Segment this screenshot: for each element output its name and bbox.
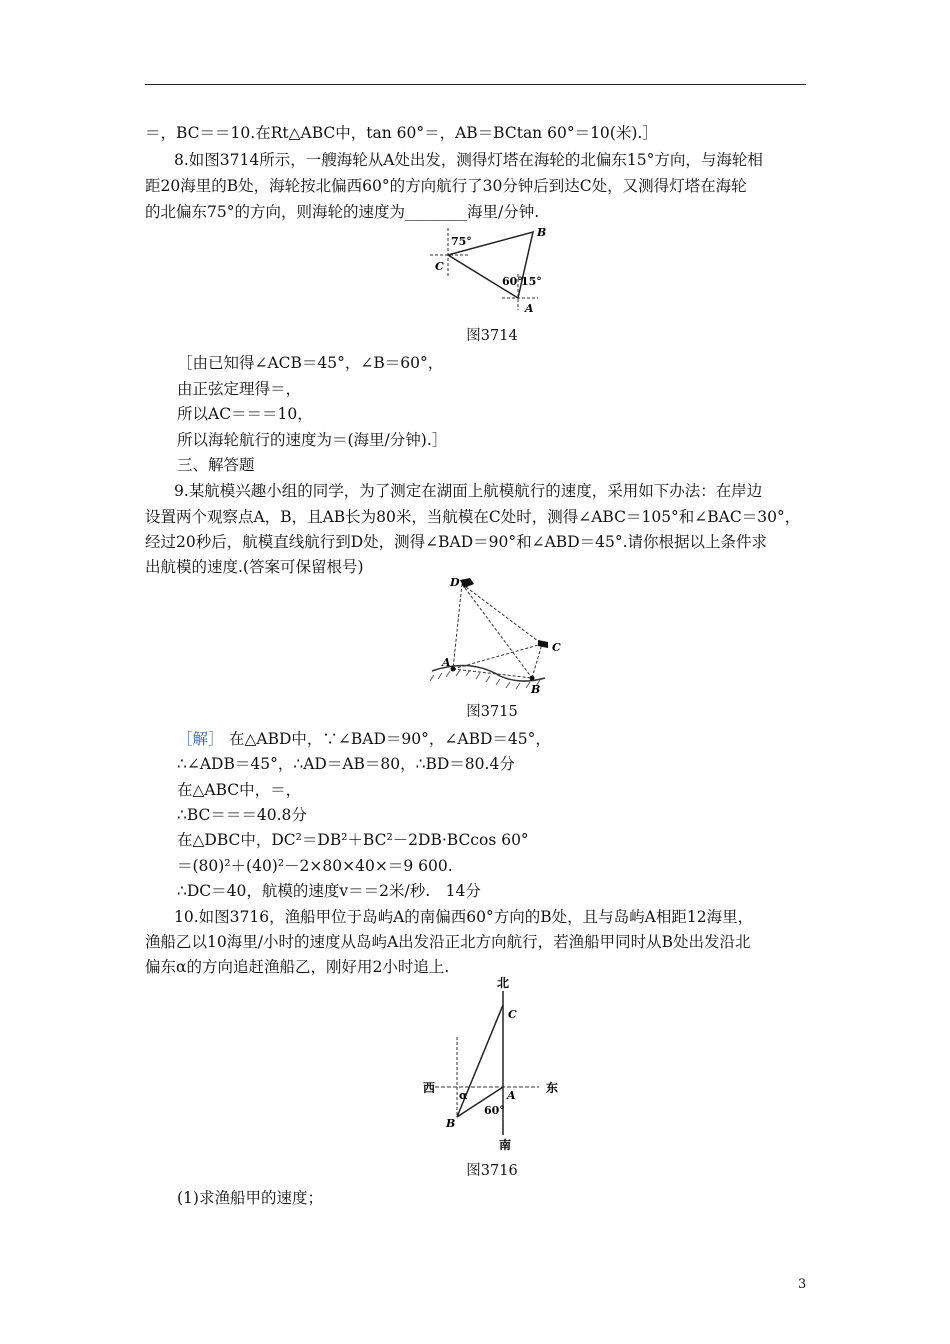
problem-9-line: 9.某航模兴趣小组的同学，为了测定在湖面上航模航行的速度，采用如下办法：在岸边 (174, 482, 763, 500)
text-line: 在△DBC中，DC²＝DB²＋BC²－2DB·BCcos 60° (177, 831, 529, 849)
figure-caption: 图3716 (466, 1163, 518, 1179)
page-number: 3 (798, 1277, 807, 1292)
figure-3716 (415, 975, 575, 1155)
text-line: ＝(80)²＋(40)²－2×80×40×＝9 600. (177, 857, 453, 875)
label-b: B (531, 683, 541, 696)
label-b: B (446, 1117, 456, 1130)
label-a: A (507, 1089, 516, 1102)
label-c: C (508, 1008, 517, 1021)
text-line: 所以AC＝＝＝10， (177, 405, 313, 423)
label-c: C (552, 641, 561, 654)
label-north: 北 (497, 976, 510, 990)
label-angle-60: 60° (484, 1104, 505, 1117)
text-line: 由正弦定理得＝， (177, 380, 302, 398)
section-heading: 三、解答题 (177, 456, 255, 474)
text-line: 经过20秒后，航模直线航行到D处，测得∠BAD＝90°和∠ABD＝45°.请你根据以上条件求 (145, 533, 768, 551)
question-1-line: (1)求渔船甲的速度； (177, 1189, 323, 1207)
text-line: 距20海里的B处，海轮按北偏西60°的方向航行了30分钟后到达C处，又测得灯塔在海轮 (145, 177, 747, 195)
text-line: 在△ABD中，∵∠BAD＝90°，∠ABD＝45°， (229, 730, 551, 748)
label-angle-75: 75° (451, 235, 472, 248)
text-line: 偏东α的方向追赶渔船乙，刚好用2小时追上. (145, 958, 450, 976)
text-line: ［由已知得∠ACB＝45°，∠B＝60°， (177, 354, 444, 372)
problem-10-line: 10.如图3716，渔船甲位于岛屿A的南偏西60°方向的B处，且与岛屿A相距12海里， (174, 908, 754, 926)
text-line: 在△ABC中，＝， (177, 781, 302, 799)
label-a: A (442, 656, 451, 669)
label-alpha: α (459, 1089, 468, 1102)
label-a: A (525, 302, 534, 315)
label-angle-60: 60° (502, 275, 523, 288)
label-angle-15: 15° (521, 275, 542, 288)
text-line: ＝，BC＝＝10.在Rt△ABC中，tan 60°＝，AB＝BCtan 60°＝10(米).］ (145, 124, 658, 142)
text-line: 设置两个观察点A，B，且AB长为80米，当航模在C处时，测得∠ABC＝105°和∠BAC＝30°， (145, 508, 801, 526)
text-line: 出航模的速度.(答案可保留根号) (145, 558, 364, 576)
problem-8-line: 8.如图3714所示，一艘海轮从A处出发，测得灯塔在海轮的北偏东15°方向，与海轮相 (174, 151, 763, 169)
text-line: ∴BC＝＝＝40.8分 (177, 806, 307, 824)
text-line: 渔船乙以10海里/小时的速度从岛屿A出发沿正北方向航行，若渔船甲同时从B处出发沿北 (145, 933, 751, 951)
header-rule (145, 84, 806, 85)
figure-caption: 图3715 (466, 704, 518, 720)
figure-3715 (420, 572, 580, 697)
label-c: C (435, 260, 444, 273)
text-line: ∴DC＝40，航模的速度v＝＝2米/秒. 14分 (177, 882, 481, 900)
text-line: 的北偏东75°的方向，则海轮的速度为________海里/分钟. (145, 203, 540, 221)
text-line: ∴∠ADB＝45°，∴AD＝AB＝80，∴BD＝80.4分 (177, 755, 515, 773)
figure-caption: 图3714 (466, 328, 518, 344)
label-d: D (450, 576, 460, 589)
label-west: 西 (423, 1081, 436, 1095)
solution-label: ［解］ (177, 730, 224, 748)
text-line: 所以海轮航行的速度为＝(海里/分钟).］ (177, 431, 448, 449)
label-east: 东 (546, 1081, 559, 1095)
label-b: B (537, 226, 547, 239)
figure-3714 (418, 222, 558, 317)
label-south: 南 (499, 1138, 512, 1152)
